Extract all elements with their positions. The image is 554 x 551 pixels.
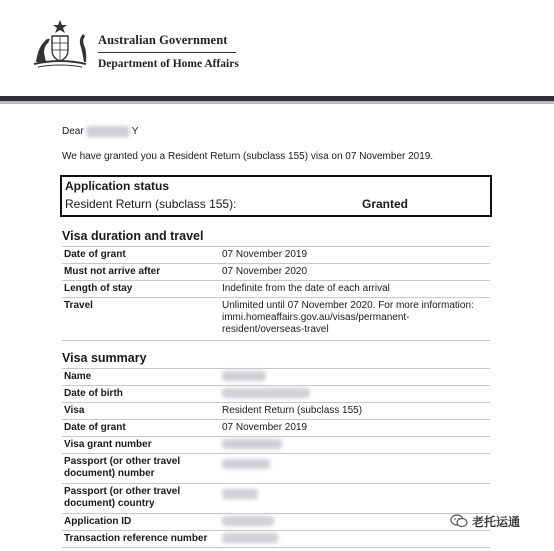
table-row — [62, 264, 490, 281]
salutation — [62, 126, 138, 137]
row-label: Must not arrive after — [64, 266, 161, 277]
table-row — [62, 484, 490, 514]
redacted-value — [222, 489, 258, 499]
row-label: Date of grant — [64, 422, 126, 433]
government-title-block — [98, 33, 239, 70]
table-row — [62, 298, 490, 341]
table-row — [62, 281, 490, 298]
visa-duration-table — [62, 246, 490, 341]
row-label: Visa — [64, 405, 85, 416]
visa-summary-table — [62, 368, 490, 548]
row-value: Unlimited until 07 November 2020. For more information: immi.homeaffairs.gov.au/visas/permanent-resident/overseas-travel — [222, 300, 474, 335]
table-row — [62, 247, 490, 264]
application-status-visa: Resident Return (subclass 155): — [65, 197, 237, 211]
row-label: Name — [64, 371, 92, 382]
redacted-value — [222, 516, 274, 526]
application-status-title: Application status — [65, 179, 170, 193]
row-label: Application ID — [64, 516, 132, 527]
table-row — [62, 454, 490, 484]
application-status-value: Granted — [362, 197, 409, 211]
row-label: Date of grant — [64, 249, 126, 260]
redacted-value — [222, 371, 266, 381]
redacted-name — [86, 126, 130, 137]
row-value — [222, 439, 490, 451]
table-row — [62, 420, 490, 437]
government-name: Australian Government — [98, 33, 228, 47]
table-row — [62, 531, 490, 548]
table-row — [62, 514, 490, 531]
table-row — [62, 369, 490, 386]
coat-of-arms-icon — [28, 18, 92, 70]
row-value — [222, 388, 490, 400]
row-value: 07 November 2020 — [222, 266, 308, 277]
row-label: Date of birth — [64, 388, 123, 399]
row-value: Indefinite from the date of each arrival — [222, 283, 390, 294]
row-label: Length of stay — [64, 283, 133, 294]
row-value — [222, 371, 490, 383]
header-bar-shadow — [0, 101, 554, 104]
application-status-box — [60, 175, 492, 217]
salutation-suffix: Y — [131, 126, 139, 138]
row-label: Passport (or other travel document) country — [64, 486, 181, 509]
watermark — [446, 508, 546, 534]
redacted-value — [222, 439, 282, 449]
row-value — [222, 456, 490, 469]
row-value: 07 November 2019 — [222, 422, 308, 433]
row-label: Passport (or other travel document) number — [64, 456, 181, 479]
redacted-value — [222, 388, 310, 398]
row-value — [222, 486, 490, 499]
row-label: Visa grant number — [64, 439, 152, 450]
watermark-text: 老托运通 — [472, 515, 521, 529]
redacted-value — [222, 533, 278, 543]
row-value — [222, 533, 490, 545]
salutation-prefix: Dear — [62, 126, 84, 138]
redacted-value — [222, 459, 270, 469]
visa-summary-title: Visa summary — [62, 351, 147, 365]
row-label: Transaction reference number — [64, 533, 208, 544]
row-value: Resident Return (subclass 155) — [222, 405, 363, 416]
title-divider — [98, 52, 236, 53]
letterhead — [0, 0, 554, 96]
row-label: Travel — [64, 300, 93, 311]
table-row — [62, 437, 490, 454]
row-value: 07 November 2019 — [222, 249, 308, 260]
table-row — [62, 403, 490, 420]
grant-sentence: We have granted you a Resident Return (subclass 155) visa on 07 November 2019. — [62, 151, 434, 162]
department-name: Department of Home Affairs — [98, 58, 239, 70]
table-row — [62, 386, 490, 403]
wechat-icon — [450, 514, 468, 528]
visa-duration-title: Visa duration and travel — [62, 229, 204, 243]
